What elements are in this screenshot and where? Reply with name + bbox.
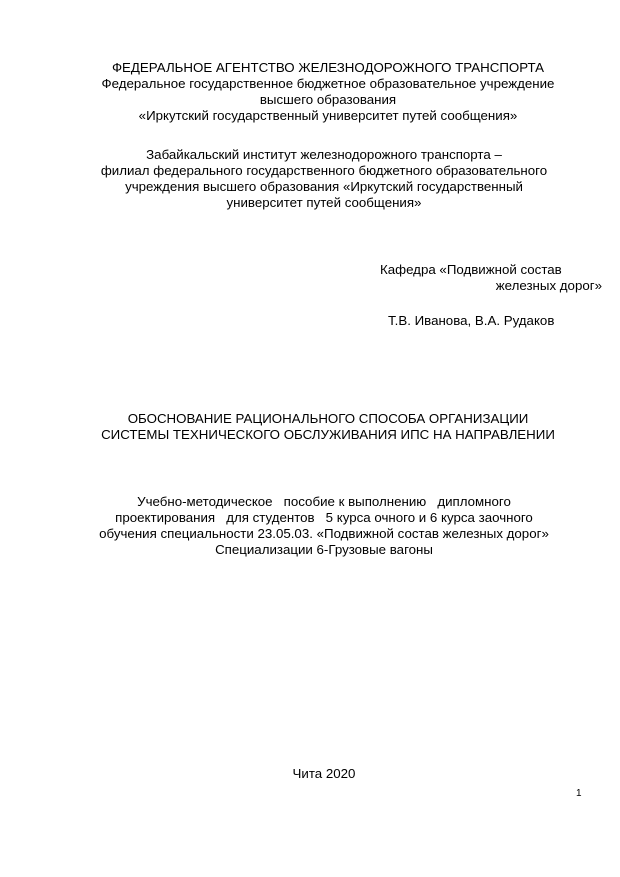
- page-number: 1: [576, 788, 582, 799]
- branch-header: [14, 147, 620, 211]
- branch-line-1: Забайкальский институт железнодорожного транспорта –: [146, 147, 502, 162]
- city-year: Чита 2020: [292, 766, 356, 781]
- title-line-2: СИСТЕМЫ ТЕХНИЧЕСКОГО ОБСЛУЖИВАНИЯ ИПС НА НАПРАВЛЕНИИ: [101, 427, 555, 442]
- institution-type: Федеральное государственное бюджетное образовательное учреждение: [101, 76, 555, 91]
- department-line-2: железных дорог»: [495, 278, 602, 293]
- agency-header: [18, 60, 620, 124]
- document-title: [18, 411, 620, 443]
- authors: Т.В. Иванова, В.А. Рудаков: [388, 313, 555, 328]
- branch-line-2: филиал федерального государственного бюджетного образовательного: [100, 163, 548, 178]
- subtitle-line-1: Учебно-методическое пособие к выполнению дипломного: [137, 494, 511, 509]
- university-name: «Иркутский государственный университет путей сообщения»: [138, 108, 518, 123]
- institution-level: высшего образования: [259, 92, 397, 107]
- title-line-1: ОБОСНОВАНИЕ РАЦИОНАЛЬНОГО СПОСОБА ОРГАНИЗАЦИИ: [127, 411, 529, 426]
- branch-line-4: университет путей сообщения»: [226, 195, 422, 210]
- branch-line-3: учреждения высшего образования «Иркутский государственный: [125, 179, 523, 194]
- subtitle-line-3: обучения специальности 23.05.03. «Подвижной состав железных дорог»: [99, 526, 549, 541]
- subtitle-line-4: Специализации 6-Грузовые вагоны: [215, 542, 433, 557]
- agency-name: ФЕДЕРАЛЬНОЕ АГЕНТСТВО ЖЕЛЕЗНОДОРОЖНОГО ТРАНСПОРТА: [111, 60, 545, 75]
- department-line-1: Кафедра «Подвижной состав: [380, 262, 562, 277]
- document-subtitle: [14, 494, 620, 558]
- subtitle-line-2: проектирования для студентов 5 курса очного и 6 курса заочного: [115, 510, 533, 525]
- department-block: [380, 262, 602, 294]
